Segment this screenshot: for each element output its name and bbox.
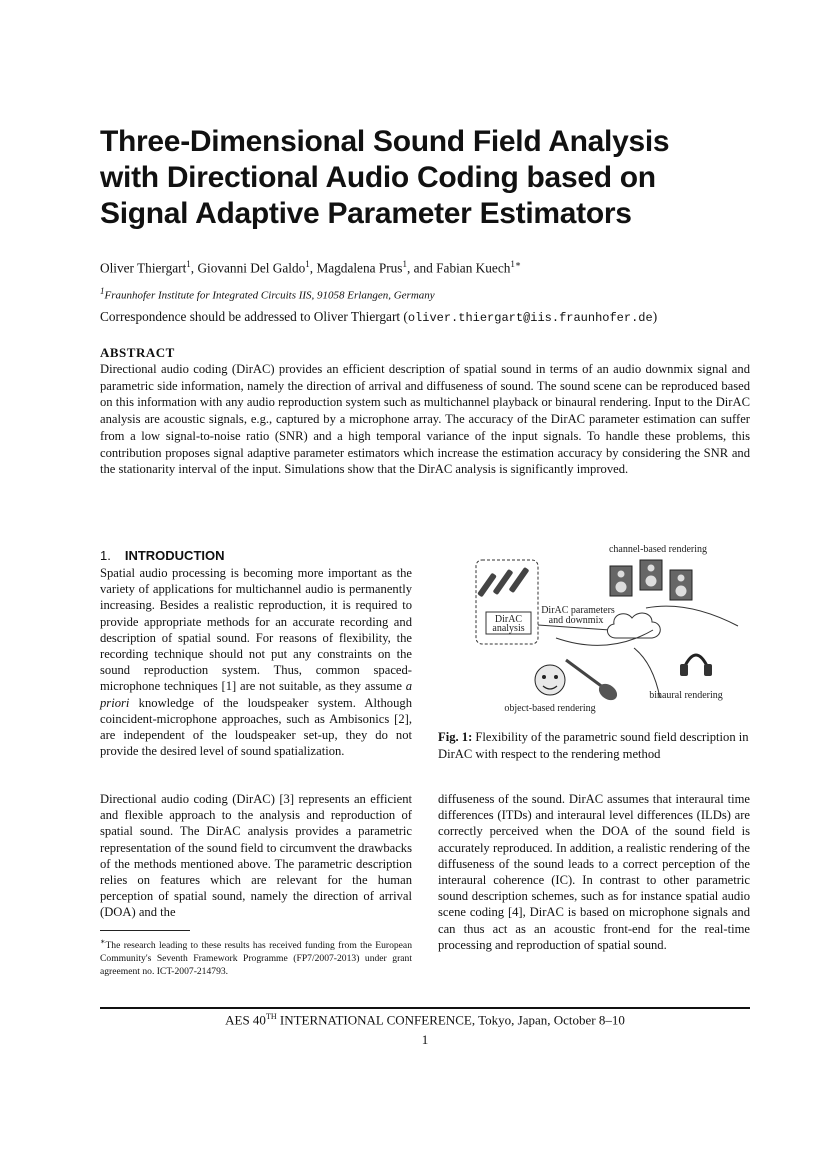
paragraph-text: knowledge of the loudspeaker system. Although coincident-microphone approaches, such as Ambisonics [2], are independent of the loudspeaker set-up, they do not provide the desired level of sound spatialization. [100, 695, 412, 759]
footer-divider [100, 1007, 750, 1009]
correspondence-suffix: ) [652, 309, 658, 324]
figure-caption [438, 729, 750, 763]
page-number: 1 [421, 1032, 429, 1047]
analysis-label: analysis [492, 623, 525, 634]
conference-prefix: AES 40 [225, 1012, 266, 1028]
loudspeaker-icon [610, 566, 632, 596]
rendering-separator [646, 606, 738, 626]
affiliation-mark: 1 [402, 259, 407, 269]
affiliation-mark: 1∗ [510, 259, 521, 269]
loudspeaker-icon [670, 570, 692, 600]
author-name: Magdalena Prus [316, 260, 403, 276]
footnote-divider [100, 930, 190, 931]
author-name: Giovanni Del Galdo [197, 260, 306, 276]
intro-paragraph-1 [100, 565, 412, 759]
title-line: Three-Dimensional Sound Field Analysis [100, 125, 670, 158]
headphones-icon [680, 655, 712, 676]
loudspeaker-icon [640, 560, 662, 590]
affiliation-text: Fraunhofer Institute for Integrated Circuits IIS, 91058 Erlangen, Germany [104, 289, 435, 302]
author-separator: , [309, 260, 317, 276]
channel-rendering-label: channel-based rendering [608, 544, 708, 555]
figure-diagram [438, 538, 750, 718]
title-line: Signal Adaptive Parameter Estimators [100, 197, 632, 230]
affiliation-mark: 1 [305, 259, 310, 269]
section-heading [100, 548, 225, 563]
paragraph-text: Spatial audio processing is becoming more important as the variety of applications for multichannel audio is permanently increasing. Besides a realistic reproduction, it is required to provide appropriate methods for an accurate recording and description of spatial sound. For reasons of flexibility, the recording technique should not put any constraints on the sound reproduction system. Thus, common spaced-microphone techniques [1] are not suitable, as they assume [100, 566, 412, 694]
cloud-icon [607, 613, 660, 638]
author-name: Fabian Kuech [436, 260, 511, 276]
object-rendering-label: object-based rendering [504, 703, 596, 714]
intro-paragraph-3: diffuseness of the sound. DirAC assumes that interaural time differences (ITDs) and interaural level differences (ILDs) are correctly perceived when the DOA of the sound field is accurately reproduced. In addition, a realistic rendering of the diffuseness of the sound leads to a correct perception of the interaural coherence (IC). In contrast to other parametric sound description schemes, such as for instance spatial audio scene coding [4], DirAC is based on microphone signals and can thus act as an acoustic front-end for the real-time processing and reproduction of spatial sound. [438, 792, 750, 952]
parameters-label: and downmix [548, 615, 604, 626]
section-title: INTRODUCTION [124, 548, 225, 563]
author-separator: , and [406, 260, 437, 276]
conference-footer [100, 1012, 750, 1028]
conference-ordinal: TH [265, 1012, 277, 1021]
author-separator: , [190, 260, 198, 276]
binaural-rendering-label: binaural rendering [649, 690, 723, 701]
abstract-heading: ABSTRACT [100, 345, 175, 360]
footnote-mark: ∗ [100, 937, 106, 946]
affiliation-mark: 1 [186, 259, 191, 269]
correspondence [100, 309, 657, 325]
footnote [100, 935, 412, 978]
section-number: 1. [100, 548, 111, 563]
intro-paragraph-2: Directional audio coding (DirAC) [3] represents an efficient and flexible approach to the analysis and reproduction of spatial sound. The DirAC analysis provides a parametric representation of the sound field to circumvent the drawbacks of the methods mentioned above. The parametric description relies on features which are relevant for the human perception of spatial sound, namely the direction of arrival (DOA) and the [100, 792, 412, 920]
correspondence-prefix: Correspondence should be addressed to Oliver Thiergart ( [100, 309, 408, 324]
caption-label: Fig. 1: [438, 730, 473, 744]
footnote-text: The research leading to these results has received funding from the European Community's Seventh Framework Programme (FP7/2007-2013) under grant agreement no. ICT-2007-214793. [100, 940, 412, 978]
analysis-label: DirAC [494, 614, 523, 625]
conference-suffix: INTERNATIONAL CONFERENCE, Tokyo, Japan, October 8–10 [276, 1012, 625, 1028]
affiliation-mark: 1 [100, 286, 105, 296]
paper-title [100, 124, 740, 232]
listener-face-icon [535, 665, 565, 695]
parameters-label: DirAC parameters [541, 605, 615, 616]
author-name: Oliver Thiergart [100, 260, 187, 276]
microphone-icon [477, 567, 529, 598]
abstract-text: Directional audio coding (DirAC) provides an efficient description of spatial sound in terms of an audio downmix signal and parametric side information, namely the direction of arrival and diffuseness of sound. The sound scene can be reproduced based on this information with any audio reproduction system such as multichannel playback or binaural rendering. Input to the DirAC analysis are acoustic signals, e.g., captured by a microphone array. The accuracy of the DirAC parameter estimation can suffer from a low signal-to-noise ratio (SNR) and a high temporal variance of the input signals. To handle these problems, this contribution proposes signal adaptive parameter estimators which increase the estimation accuracy by considering the SNR and the stationarity interval of the input. Simulations show that the DirAC analysis is significantly improved. [100, 362, 750, 477]
guitar-icon [566, 660, 620, 704]
title-line: with Directional Audio Coding based on [100, 161, 656, 194]
emphasis-text: a priori [100, 679, 412, 710]
caption-text: Flexibility of the parametric sound field description in DirAC with respect to the rendering method [438, 730, 749, 761]
figure-1 [438, 538, 750, 718]
correspondence-email[interactable]: oliver.thiergart@iis.fraunhofer.de [407, 311, 653, 325]
author-list [100, 259, 521, 276]
affiliation [100, 286, 435, 302]
